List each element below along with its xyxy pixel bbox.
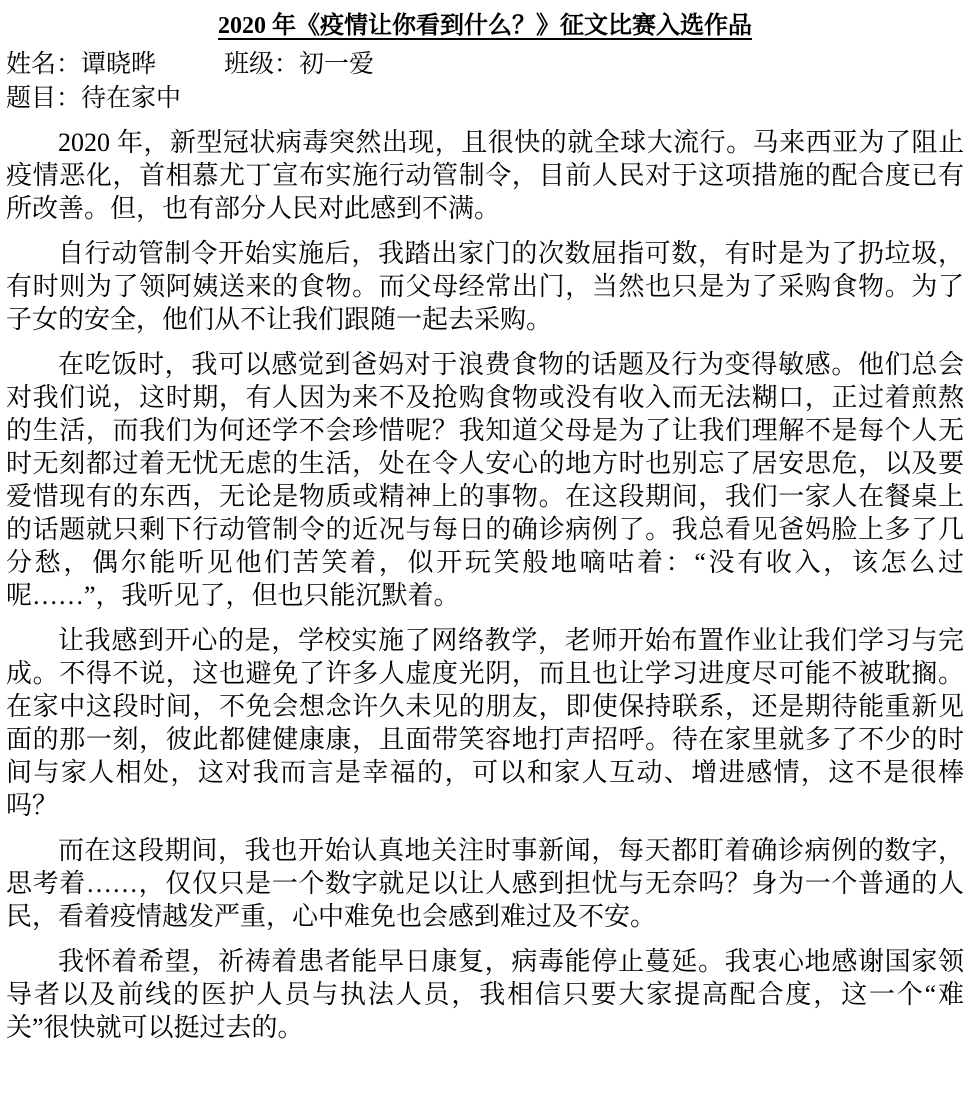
essay-paragraph-5: 而在这段期间，我也开始认真地关注时事新闻，每天都盯着确诊病例的数字，思考着……，仅仅只是一个数字就足以让人感到担忧与无奈吗？身为一个普通的人民，看着疫情越发严重，心中难免也会感到难过及不安。 bbox=[6, 836, 964, 931]
essay-paragraph-4: 让我感到开心的是，学校实施了网络教学，老师开始布置作业让我们学习与完成。不得不说，这也避免了许多人虚度光阴，而且也让学习进度尽可能不被耽搁。在家中这段时间，不免会想念许久未见的朋友，即使保持联系，还是期待能重新见面的那一刻，彼此都健健康康，且面带笑容地打声招呼。待在家里就多了不少的时间与家人相处，这对我而言是幸福的，可以和家人互动、增进感情，这不是很棒吗？ bbox=[6, 626, 964, 820]
topic-value: 待在家中 bbox=[81, 85, 182, 112]
essay-paragraph-3: 在吃饭时，我可以感觉到爸妈对于浪费食物的话题及行为变得敏感。他们总会对我们说，这时期，有人因为来不及抢购食物或没有收入而无法糊口，正过着煎熬的生活，而我们为何还学不会珍惜呢？我知道父母是为了让我们理解不是每个人无时无刻都过着无忧无虑的生活，处在令人安心的地方时也别忘了居安思危，以及要爱惜现有的东西，无论是物质或精神上的事物。在这段期间，我们一家人在餐桌上的话题就只剩下行动管制令的近况与每日的确诊病例了。我总看见爸妈脸上多了几分愁，偶尔能听见他们苦笑着，似开玩笑般地嘀咕着：“没有收入，该怎么过呢……”，我听见了，但也只能沉默着。 bbox=[6, 350, 964, 610]
name-value: 谭晓晔 bbox=[81, 51, 157, 78]
name-label: 姓名： bbox=[6, 51, 82, 78]
topic-label: 题目： bbox=[6, 85, 82, 112]
class-value: 初一爱 bbox=[299, 51, 375, 78]
document-title-text: 2020 年《疫情让你看到什么？》征文比赛入选作品 bbox=[218, 13, 752, 39]
meta-line-topic bbox=[6, 82, 964, 116]
essay-paragraph-2: 自行动管制令开始实施后，我踏出家门的次数屈指可数，有时是为了扔垃圾，有时则为了领阿姨送来的食物。而父母经常出门，当然也只是为了采购食物。为了子女的安全，他们从不让我们跟随一起去采购。 bbox=[6, 239, 964, 334]
class-label: 班级： bbox=[224, 51, 300, 78]
document-title bbox=[6, 8, 964, 44]
meta-line-name-class bbox=[6, 48, 964, 82]
essay-paragraph-6: 我怀着希望，祈祷着患者能早日康复，病毒能停止蔓延。我衷心地感谢国家领导者以及前线的医护人员与执法人员，我相信只要大家提高配合度，这一个“难关”很快就可以挺过去的。 bbox=[6, 947, 964, 1042]
essay-paragraph-1: 2020 年，新型冠状病毒突然出现，且很快的就全球大流行。马来西亚为了阻止疫情恶化，首相慕尤丁宣布实施行动管制令，目前人民对于这项措施的配合度已有所改善。但，也有部分人民对此感到不满。 bbox=[6, 128, 964, 223]
